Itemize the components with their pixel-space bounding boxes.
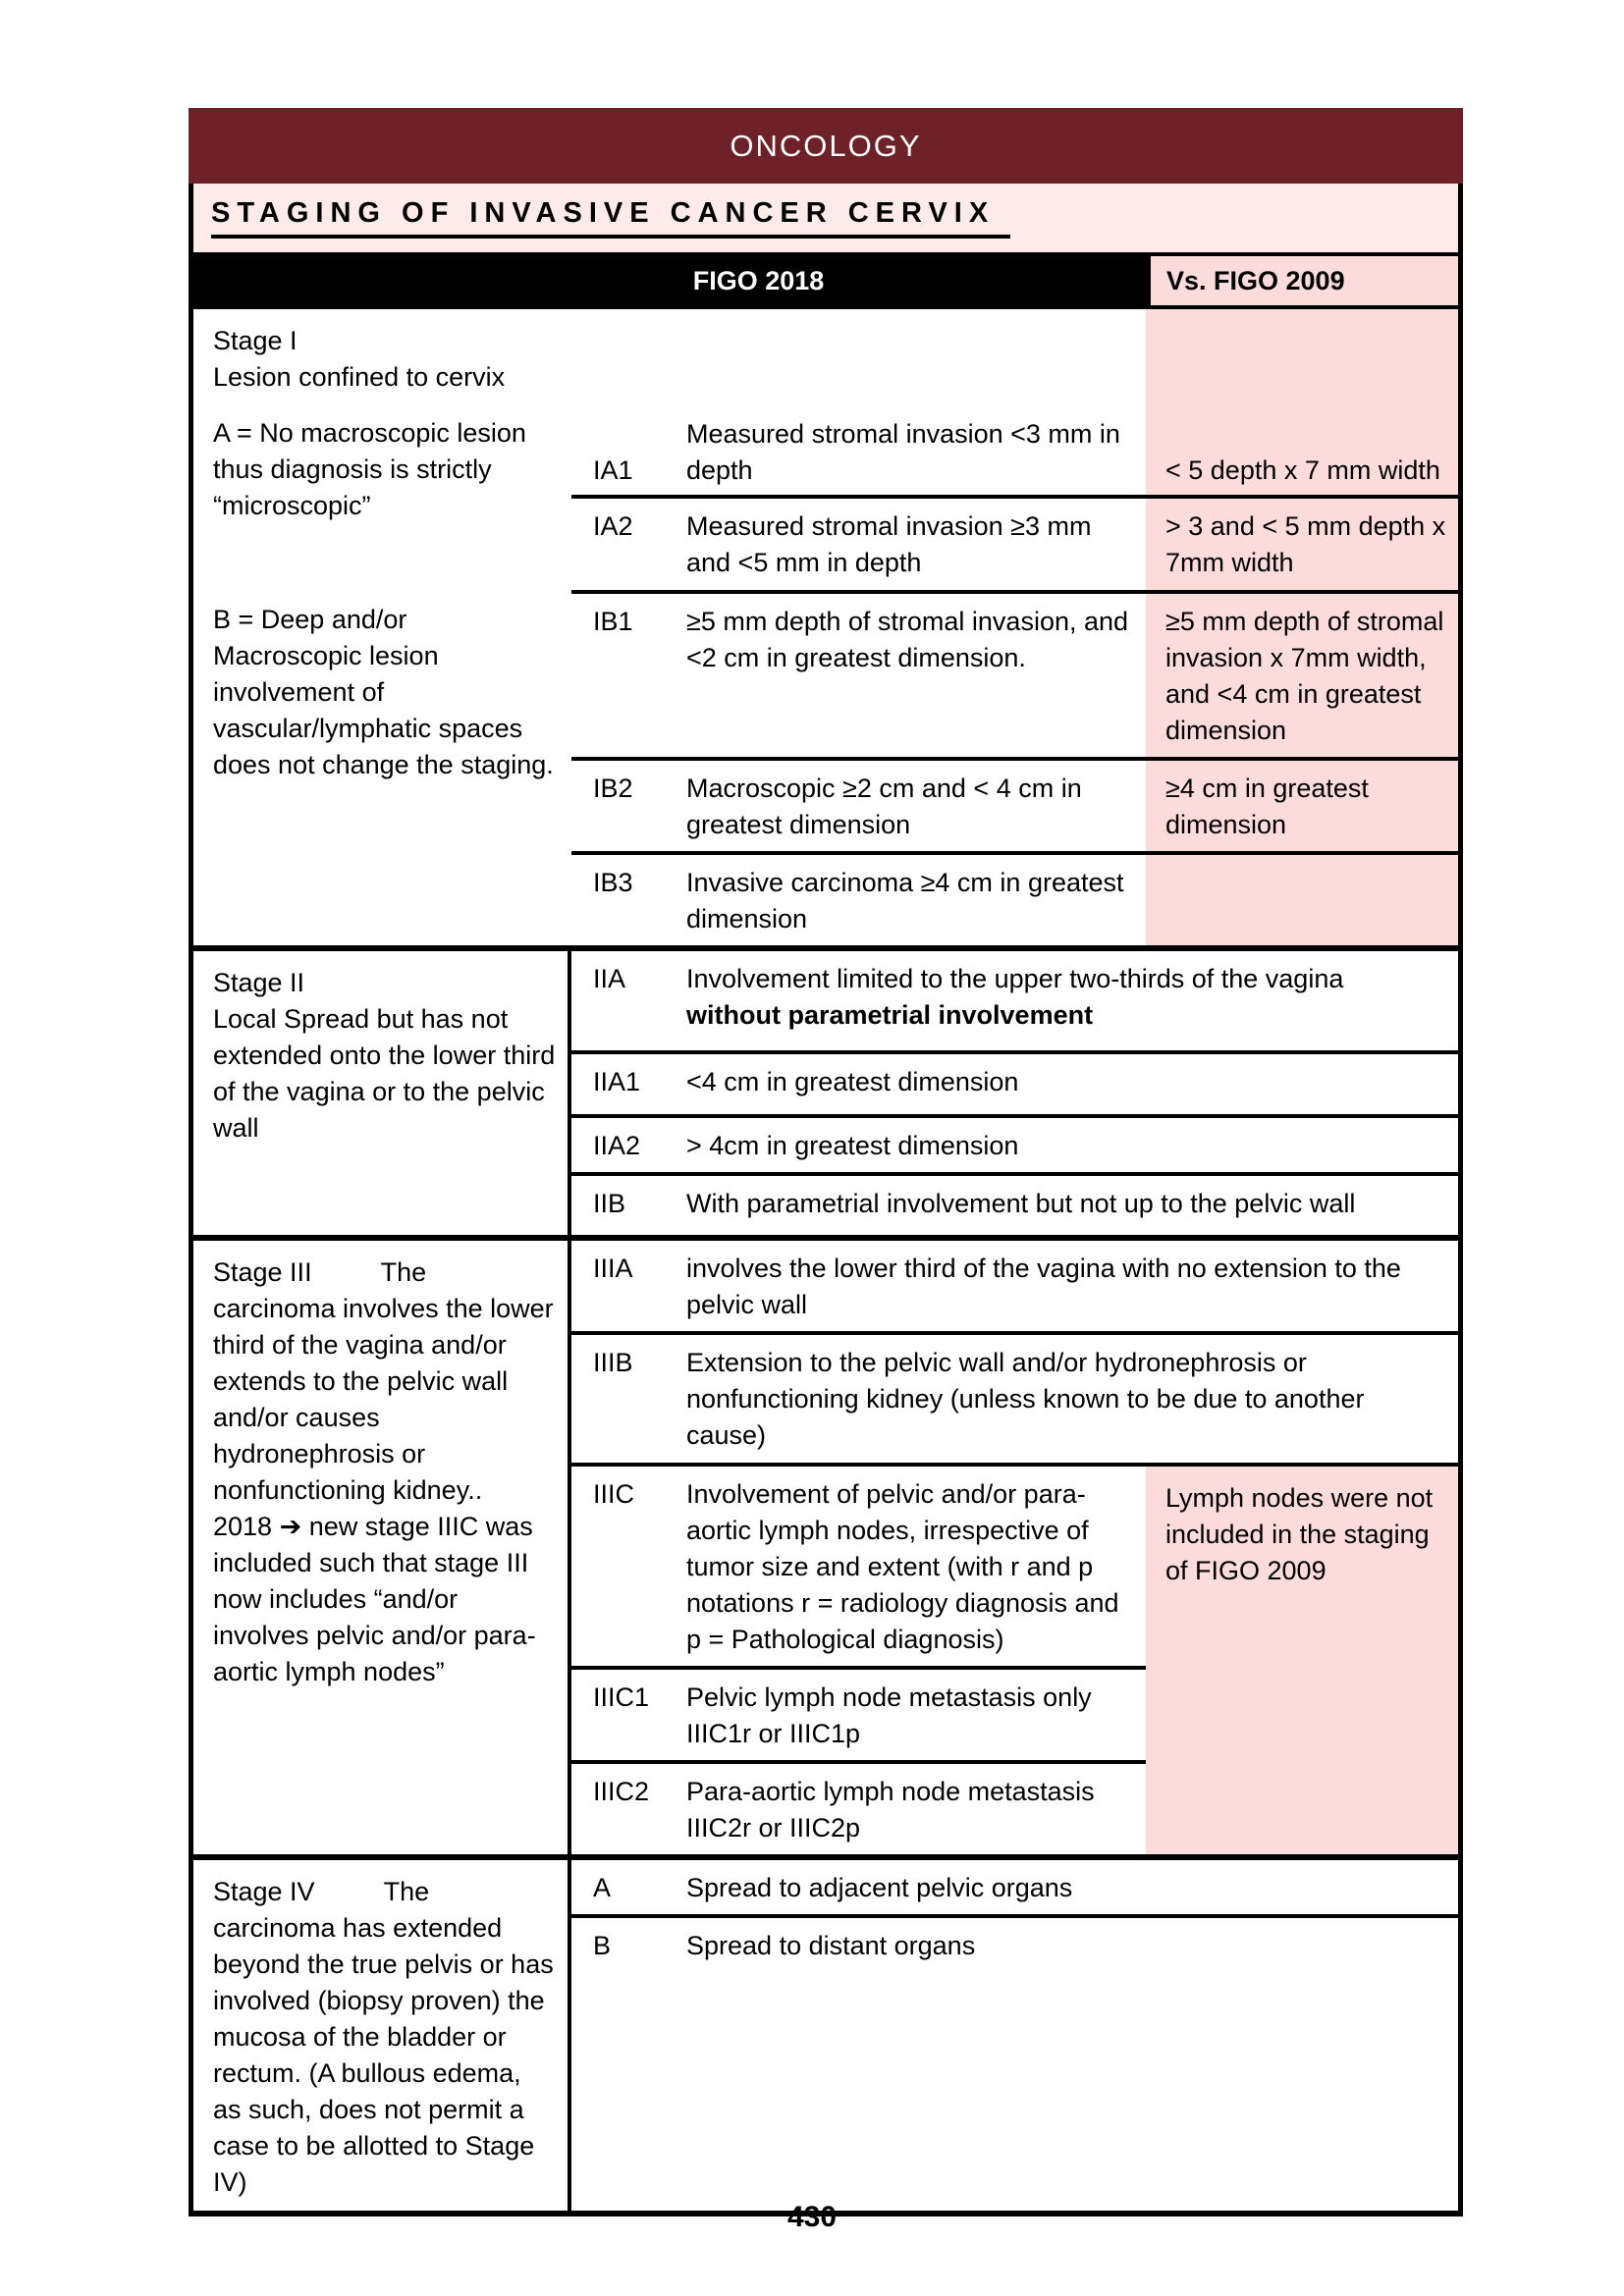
table-frame xyxy=(189,184,1463,2216)
stage-4-description: The carcinoma has extended beyond the true pelvis or has involved (biopsy proven) the mucosa of the bladder or rectum. (A bullous edema, as such, does not permit a case to be allotted to Stage IV) xyxy=(213,1877,554,2197)
section-title-band xyxy=(193,184,1458,252)
row-code: IIIC1 xyxy=(593,1682,650,1712)
row-figo2018-desc: Measured stromal invasion <3 mm in depth xyxy=(686,419,1120,485)
stage-3-rows xyxy=(571,1241,1458,1854)
stage-3c-subgroup xyxy=(571,1467,1458,1854)
stage-2-description: Local Spread but has not extended onto the lower third of the vagina or to the pelvic wall xyxy=(213,1004,556,1143)
table-row-iva xyxy=(571,1860,1458,1918)
table-row-iiic1 xyxy=(571,1670,1146,1764)
stage-2-title: Stage II xyxy=(213,968,305,997)
stage-3-description: The carcinoma involves the lower third of the vagina and/or extends to the pelvic wall and/or causes hydronephrosis or nonfunctioning kidney.. xyxy=(213,1257,554,1505)
stage-4-title: Stage IV xyxy=(213,1877,315,1906)
row-code: IB3 xyxy=(593,868,633,897)
row-figo2018-desc: > 4cm in greatest dimension xyxy=(686,1131,1019,1160)
stage-4-intro xyxy=(213,1874,556,2201)
staging-table-body xyxy=(193,309,1458,2211)
stage-1-description-cell xyxy=(193,309,571,945)
row-code: A xyxy=(593,1873,612,1902)
row-figo2018-desc: involves the lower third of the vagina with no extension to the pelvic wall xyxy=(686,1254,1401,1319)
row-code: IIIA xyxy=(593,1254,633,1283)
row-figo2018-desc: Spread to distant organs xyxy=(686,1931,976,1960)
table-row-ivb xyxy=(571,1918,1458,2211)
row-figo2009-desc: < 5 depth x 7 mm width xyxy=(1146,309,1458,495)
table-row-ib1 xyxy=(571,594,1458,761)
stage-3-title: Stage III xyxy=(213,1257,312,1287)
stage-1-note-a: A = No macroscopic lesion thus diagnosis is strictly “microscopic” xyxy=(213,418,526,520)
row-figo2018-desc: Involvement of pelvic and/or para-aortic lymph nodes, irrespective of tumor size and extent (with r and p notations r = radiology diagnosis and p = Pathological diagnosis) xyxy=(686,1479,1119,1654)
row-figo2018-desc: Extension to the pelvic wall and/or hydronephrosis or nonfunctioning kidney (unless known to be due to another cause) xyxy=(686,1348,1365,1450)
row-figo2009-desc: > 3 and < 5 mm depth x 7mm width xyxy=(1146,499,1458,590)
row-figo2018-desc: Invasive carcinoma ≥4 cm in greatest dimension xyxy=(686,868,1124,934)
row-code: IIB xyxy=(593,1189,626,1218)
table-row-ib3 xyxy=(571,855,1458,945)
stage-2-rows xyxy=(571,951,1458,1235)
stage-3-note: 2018 ➔ new stage IIIC was included such that stage III now includes “and/or involves pelvic and/or para-aortic lymph nodes” xyxy=(213,1512,536,1686)
table-row-iiib xyxy=(571,1335,1458,1467)
row-code: IA2 xyxy=(593,511,633,541)
column-header-figo2018: FIGO 2018 xyxy=(692,265,825,295)
stage-3c-rows xyxy=(571,1467,1146,1854)
row-figo2018-desc: Measured stromal invasion ≥3 mm and <5 mm in depth xyxy=(686,511,1092,577)
row-code: IIA1 xyxy=(593,1067,641,1096)
row-figo2018-desc: With parametrial involvement but not up to the pelvic wall xyxy=(686,1189,1356,1218)
row-code: B xyxy=(593,1931,612,1960)
table-row-iib xyxy=(571,1176,1458,1235)
row-code: IIA2 xyxy=(593,1131,641,1160)
row-code: IIIC xyxy=(593,1479,635,1509)
stage-1-title: Stage I xyxy=(213,326,298,355)
row-figo2018-desc: ≥5 mm depth of stromal invasion, and <2 cm in greatest dimension. xyxy=(686,607,1129,672)
row-figo2009-desc xyxy=(1146,855,1458,945)
stage-4-rows xyxy=(571,1860,1458,2211)
stage-4-description-cell xyxy=(193,1860,571,2211)
row-figo2018-desc xyxy=(686,951,1458,1050)
row-figo2018-desc: Para-aortic lymph node metastasis IIIC2r or IIIC2p xyxy=(686,1777,1095,1842)
row-figo2018-desc: <4 cm in greatest dimension xyxy=(686,1067,1019,1096)
row-code: IB1 xyxy=(593,607,633,636)
row-code: IIIC2 xyxy=(593,1777,650,1806)
stage-2-description-cell xyxy=(193,951,571,1235)
row-code: IIIB xyxy=(593,1348,633,1377)
table-row-iiia xyxy=(571,1241,1458,1335)
stage-4-section xyxy=(193,1854,1458,2211)
stage-3-section xyxy=(193,1235,1458,1854)
table-row-ia2 xyxy=(571,499,1458,594)
row-code: IIA xyxy=(593,964,626,993)
row-desc-normal: Involvement limited to the upper two-thirds of the vagina xyxy=(686,964,1344,993)
stage-3c-figo2009-cell: Lymph nodes were not included in the staging of FIGO 2009 xyxy=(1146,1467,1458,1854)
table-row-iia1 xyxy=(571,1054,1458,1118)
table-row-iiic xyxy=(571,1467,1146,1670)
stage-1-rows xyxy=(571,309,1458,945)
row-code: IA1 xyxy=(593,455,633,485)
table-row-ia1 xyxy=(571,309,1458,499)
row-code: IB2 xyxy=(593,774,633,803)
table-row-ib2 xyxy=(571,761,1458,855)
stage-1-subtitle: Lesion confined to cervix xyxy=(213,362,506,392)
row-figo2009-desc: ≥4 cm in greatest dimension xyxy=(1146,761,1458,851)
stage-3-intro xyxy=(213,1255,556,1509)
stage-1-section xyxy=(193,309,1458,945)
row-figo2018-desc: Macroscopic ≥2 cm and < 4 cm in greatest dimension xyxy=(686,774,1082,839)
row-desc-bold: without parametrial involvement xyxy=(686,1000,1094,1030)
page-number: 430 xyxy=(786,2201,838,2233)
row-figo2018-desc: Pelvic lymph node metastasis only IIIC1r or IIIC1p xyxy=(686,1682,1092,1748)
stage-3-description-cell xyxy=(193,1241,571,1854)
table-row-iia2 xyxy=(571,1118,1458,1176)
column-header-figo2009: Vs. FIGO 2009 xyxy=(1147,252,1458,309)
chapter-banner xyxy=(189,108,1463,184)
row-figo2009-desc: ≥5 mm depth of stromal invasion x 7mm width, and <4 cm in greatest dimension xyxy=(1146,594,1458,757)
stage-2-section xyxy=(193,945,1458,1235)
row-figo2018-desc: Spread to adjacent pelvic organs xyxy=(686,1873,1073,1902)
page-title: STAGING OF INVASIVE CANCER CERVIX xyxy=(211,197,1010,239)
content-block xyxy=(189,108,1463,2216)
stage-1-note-b: B = Deep and/or Macroscopic lesion involvement of vascular/lymphatic spaces does not change the staging. xyxy=(213,605,554,779)
table-header-row xyxy=(193,252,1458,309)
chapter-banner-label: ONCOLOGY xyxy=(730,128,922,163)
table-row-iiic2 xyxy=(571,1764,1146,1854)
table-row-iia xyxy=(571,951,1458,1054)
